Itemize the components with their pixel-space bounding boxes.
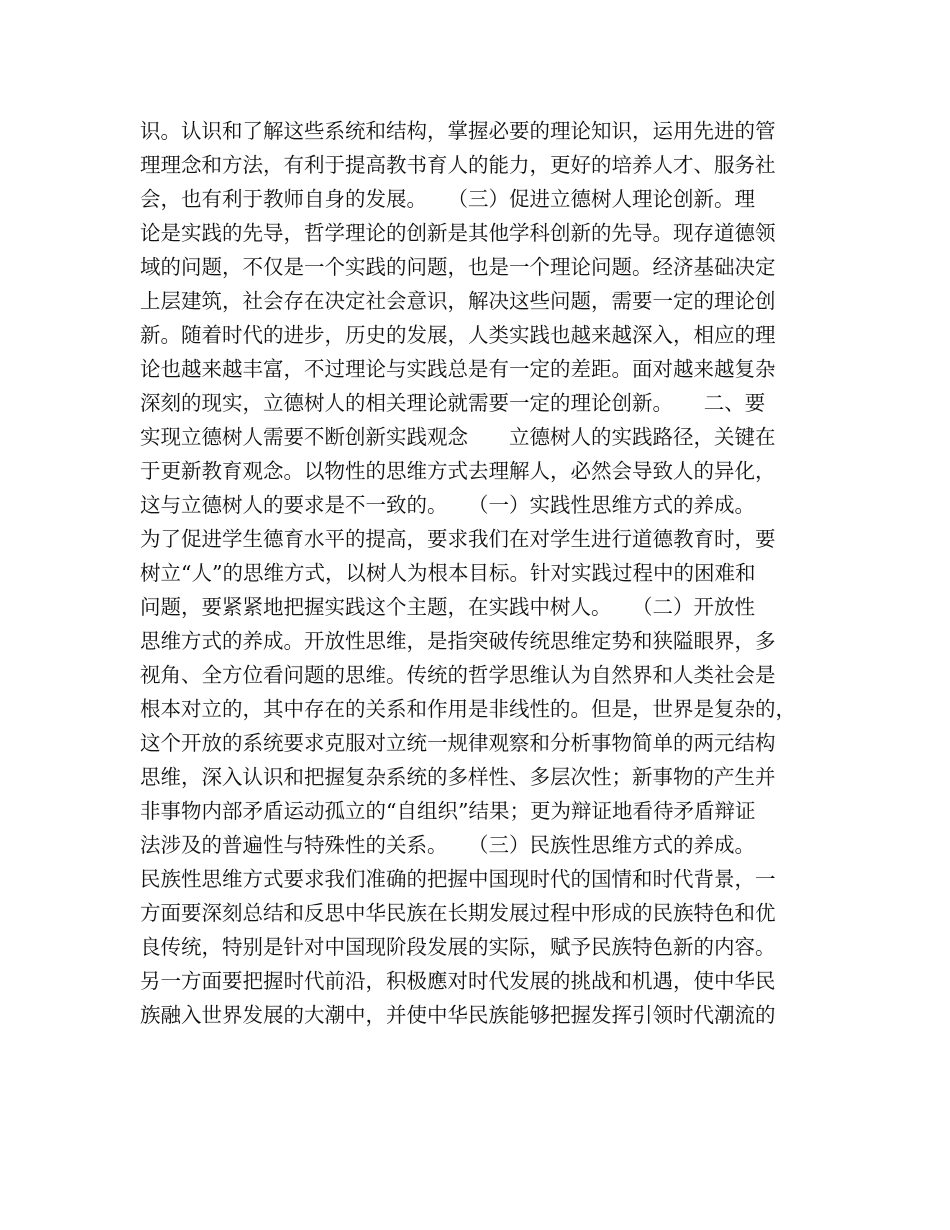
text-line: 会，也有利于教师自身的发展。 （三）促进立德树人理论创新。理 <box>140 187 755 211</box>
text-line: 思维，深入认识和把握复杂系统的多样性、多层次性；新事物的产生并 <box>140 765 776 789</box>
text-line: 深刻的现实，立德树人的相关理论就需要一定的理论创新。 二、要 <box>140 391 766 415</box>
text-line: 树立“人”的思维方式，以树人为根本目标。针对实践过程中的困难和 <box>140 561 756 585</box>
text-line: 上层建筑，社会存在决定社会意识，解决这些问题，需要一定的理论创 <box>140 289 776 313</box>
text-line: 于更新教育观念。以物性的思维方式去理解人，必然会导致人的异化， <box>140 459 776 483</box>
text-line: 方面要深刻总结和反思中华民族在长期发展过程中形成的民族特色和优 <box>140 901 776 925</box>
text-line: 民族性思维方式要求我们准确的把握中国现时代的国情和时代背景，一 <box>140 867 776 891</box>
text-line: 识。认识和了解这些系统和结构，掌握必要的理论知识，运用先进的管 <box>140 119 776 143</box>
text-line: 实现立德树人需要不断创新实践观念 立德树人的实践路径，关键在 <box>140 425 776 449</box>
text-line: 理理念和方法，有利于提高教书育人的能力，更好的培养人才、服务社 <box>140 153 776 177</box>
text-line: 问题，要紧紧地把握实践这个主题，在实践中树人。 （二）开放性 <box>140 595 755 619</box>
text-line: 法涉及的普遍性与特殊性的关系。 （三）民族性思维方式的养成。 <box>140 833 755 857</box>
text-line: 根本对立的，其中存在的关系和作用是非线性的。但是，世界是复杂的， <box>140 697 796 721</box>
text-line: 这个开放的系统要求克服对立统一规律观察和分析事物简单的两元结构 <box>140 731 776 755</box>
text-line: 这与立德树人的要求是不一致的。 （一）实践性思维方式的养成。 <box>140 493 755 517</box>
text-line: 为了促进学生德育水平的提高，要求我们在对学生进行道德教育时，要 <box>140 527 776 551</box>
text-line: 域的问题，不仅是一个实践的问题，也是一个理论问题。经济基础决定 <box>140 255 776 279</box>
body-text <box>140 114 830 1032</box>
text-line: 论也越来越丰富，不过理论与实践总是有一定的差距。面对越来越复杂 <box>140 357 776 381</box>
text-line: 视角、全方位看问题的思维。传统的哲学思维认为自然界和人类社会是 <box>140 663 776 687</box>
text-line: 非事物内部矛盾运动孤立的“自组织”结果；更为辩证地看待矛盾辩证 <box>140 799 756 823</box>
text-line: 新。随着时代的进步，历史的发展，人类实践也越来越深入，相应的理 <box>140 323 776 347</box>
text-line: 思维方式的养成。开放性思维，是指突破传统思维定势和狭隘眼界，多 <box>140 629 776 653</box>
text-line: 论是实践的先导，哲学理论的创新是其他学科创新的先导。现存道德领 <box>140 221 776 245</box>
text-line: 另一方面要把握时代前沿，积极應对时代发展的挑战和机遇，使中华民 <box>140 969 776 993</box>
text-line: 族融入世界发展的大潮中，并使中华民族能够把握发挥引领时代潮流的 <box>140 1003 776 1027</box>
text-line: 良传统，特别是针对中国现阶段发展的实际，赋予民族特色新的内容。 <box>140 935 776 959</box>
